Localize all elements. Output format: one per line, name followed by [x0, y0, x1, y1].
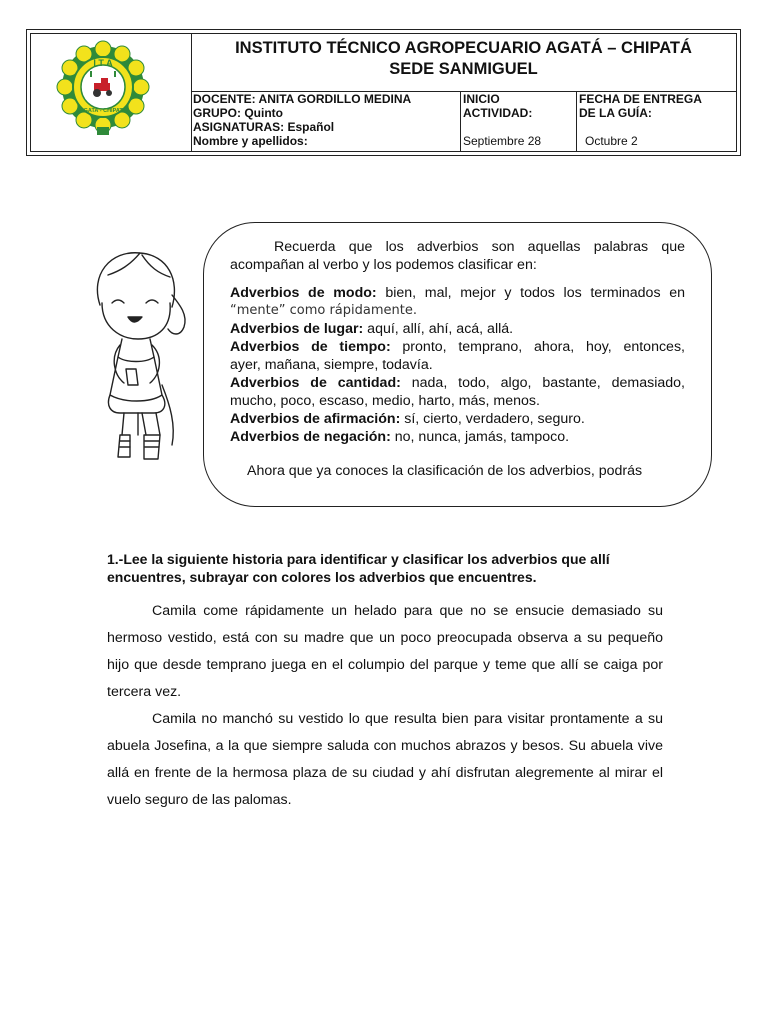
lugar-line [230, 320, 685, 338]
due-date: Octubre 2 [585, 134, 638, 148]
start-label-2: ACTIVIDAD: [463, 106, 533, 120]
story-text [107, 598, 663, 814]
tiempo-line-2: ayer, mañana, siempre, todavía. [230, 357, 433, 373]
modo-text: bien, mal, mejor y todos los terminados en [376, 285, 685, 301]
start-label-1: INICIO [463, 92, 500, 106]
modo-line [230, 284, 685, 302]
logo-bottom-text: AGATA - CHIPATA [79, 108, 127, 114]
intro-line-1: Recuerda que los adverbios son aquellas palabras que [274, 239, 685, 255]
afirmacion-label: Adverbios de afirmación: [230, 411, 401, 427]
cantidad-label: Adverbios de cantidad: [230, 375, 401, 391]
negacion-label: Adverbios de negación: [230, 429, 391, 445]
afirmacion-text: sí, cierto, verdadero, seguro. [400, 411, 585, 427]
due-label-2: DE LA GUÍA: [579, 106, 652, 120]
negacion-text: no, nunca, jamás, tampoco. [390, 429, 570, 445]
logo-top-text: I T A [93, 58, 113, 68]
campus-name: SEDE SANMIGUEL [389, 60, 538, 78]
tiempo-text: pronto, temprano, ahora, hoy, entonces, [390, 339, 685, 355]
adverb-info-text [230, 238, 685, 480]
teacher-info-cell [191, 92, 461, 151]
activity-instruction: 1.-Lee la siguiente historia para identificar y clasificar los adverbios que allí encuentres, subrayar con colores los adverbios que encuentres. [107, 551, 610, 585]
lugar-text: aquí, allí, ahí, acá, allá. [363, 321, 514, 337]
title-cell [191, 34, 736, 92]
tiempo-line [230, 338, 685, 356]
modo-handwritten: “mente” como rápidamente. [230, 303, 417, 318]
due-label-1: FECHA DE ENTREGA [579, 92, 702, 106]
school-logo-icon [31, 34, 191, 152]
cantidad-text: nada, todo, algo, bastante, demasiado, [400, 375, 685, 391]
modo-label: Adverbios de modo: [230, 285, 377, 301]
story-paragraph-2: Camila no manchó su vestido lo que resulta bien para visitar prontamente a su abuela Josefina, a la que siempre saluda con muchos abrazos y besos. Su abuela vive allá en frente de la hermosa plaza de su ciudad y ahí disfrutan alegremente al mirar el vuelo seguro de las palomas. [107, 711, 663, 808]
logo-cell [31, 34, 192, 151]
info-row [191, 92, 736, 151]
start-cell [461, 92, 577, 151]
cantidad-line [230, 374, 685, 392]
school-name: INSTITUTO TÉCNICO AGROPECUARIO AGATÁ – CHIPATÁ [235, 39, 692, 57]
cantidad-line-2: mucho, poco, escaso, medio, harto, más, menos. [230, 393, 540, 409]
student-name-label: Nombre y apellidos: [193, 134, 308, 148]
start-date: Septiembre 28 [463, 134, 542, 148]
story-paragraph-1: Camila come rápidamente un helado para que no se ensucie demasiado su hermoso vestido, está con su madre que un poco preocupada observa a su pequeño hijo que desde temprano juega en el columpio del parque y teme que allí se caiga por tercera vez. [107, 603, 663, 700]
tiempo-label: Adverbios de tiempo: [230, 339, 391, 355]
afirmacion-line [230, 410, 685, 428]
header-inner [30, 33, 737, 152]
closing-line: Ahora que ya conoces la clasificación de los adverbios, podrás [247, 463, 643, 479]
teacher-label: DOCENTE: ANITA GORDILLO MEDINA [193, 92, 412, 106]
intro-line-2: acompañan al verbo y los podemos clasificar en: [230, 257, 537, 273]
header-table [26, 29, 741, 156]
girl-illustration-icon [80, 245, 192, 470]
due-cell [577, 92, 736, 151]
negacion-line [230, 428, 685, 446]
subjects-label: ASIGNATURAS: Español [193, 120, 335, 134]
group-label: GRUPO: Quinto [193, 106, 283, 120]
lugar-label: Adverbios de lugar: [230, 321, 364, 337]
